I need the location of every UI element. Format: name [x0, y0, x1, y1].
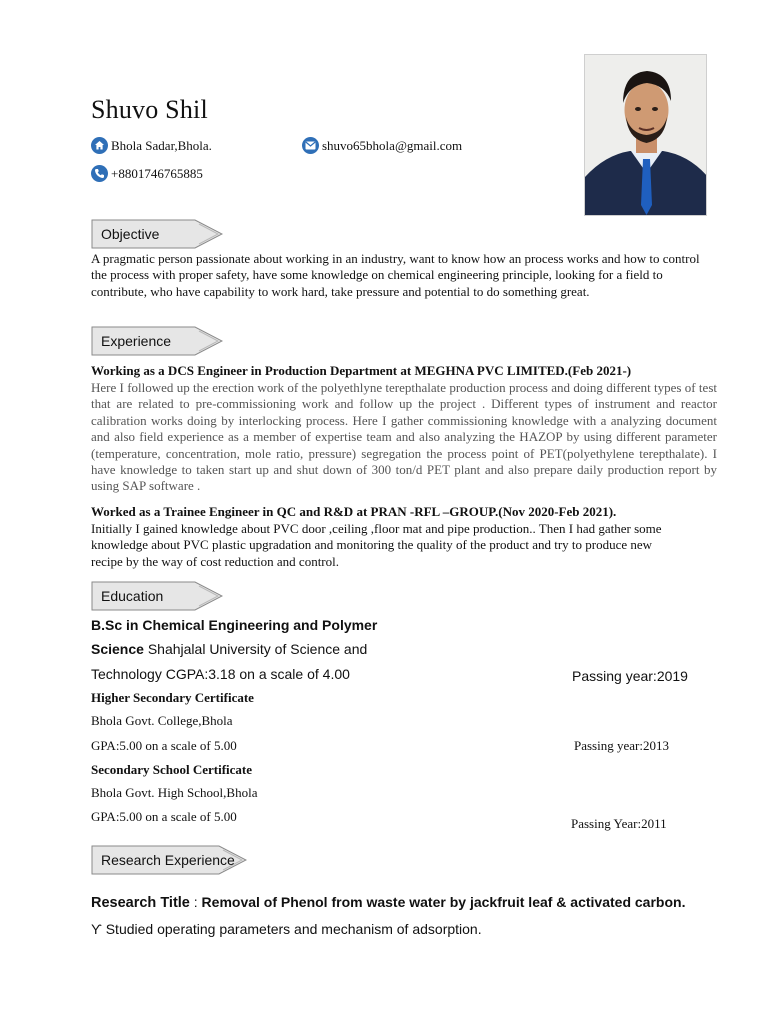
bsc-cgpa: Technology CGPA:3.18 on a scale of 4.00 — [91, 666, 350, 682]
home-icon — [91, 137, 108, 154]
experience-section-tag — [91, 326, 223, 356]
research-title — [91, 894, 685, 911]
bsc-university — [91, 641, 367, 657]
address — [91, 137, 212, 154]
hsc-passing-year: Passing year:2013 — [574, 738, 669, 753]
phone-text: +8801746765885 — [111, 165, 203, 181]
bsc-university-name: Shahjalal University of Science and — [143, 641, 368, 657]
job-title-meghna: Working as a DCS Engineer in Production Department at MEGHNA PVC LIMITED.(Feb 2021-) — [91, 363, 632, 378]
profile-photo — [584, 54, 707, 216]
ssc-passing-year: Passing Year:2011 — [571, 816, 667, 831]
bsc-passing-year: Passing year:2019 — [572, 668, 688, 684]
research-title-label: Research Title — [91, 895, 190, 911]
hsc-gpa: GPA:5.00 on a scale of 5.00 — [91, 738, 237, 753]
bsc-degree: B.Sc in Chemical Engineering and Polymer — [91, 617, 378, 633]
education-section-tag — [91, 581, 223, 611]
objective-heading: Objective — [101, 226, 160, 242]
ssc-title: Secondary School Certificate — [91, 762, 253, 777]
bsc-science-bold: Science — [91, 641, 144, 657]
email-text[interactable]: shuvo65bhola@gmail.com — [322, 137, 463, 153]
research-bullet-item — [91, 921, 482, 937]
bullet-symbol: ϒ — [91, 921, 102, 937]
phone-icon — [91, 165, 108, 182]
objective-text: A pragmatic person passionate about working in an industry, want to know how an process works and how to control the process with proper safety, have some knowledge on chemical engineering principle, looking for a field to contribute, who have capability to work hard, take pressure and potential to do something great. — [91, 251, 700, 299]
job-description-meghna: Here I followed up the erection work of the polyethlyne terepthalate production process and doing different types of test that are related to pre-commissioning work and follow up the project . Different types of instrument and reactor calibration works doing by interlocking process. Here I gather commissioning knowledge with a analyzing document and also field experience as a member of expertise team and also analyzing the HAZOP by using different parameter (temperature, concentration, mole ratio, pressure) segregation the process point of PET(polyethylene terepthalate). I have knowledge to taken start up and shut down of 300 ton/d PET plant and also prepare daily production report by using SAP software . — [91, 380, 717, 494]
address-text: Bhola Sadar,Bhola. — [111, 137, 212, 153]
research-title-separator: : — [189, 894, 202, 910]
research-heading: Research Experience — [101, 852, 235, 868]
objective-section-tag — [91, 219, 223, 249]
phone — [91, 165, 203, 182]
research-section-tag — [91, 845, 247, 875]
candidate-name: Shuvo Shil — [91, 95, 208, 124]
research-bullet-text: Studied operating parameters and mechanism of adsorption. — [101, 921, 482, 937]
hsc-title: Higher Secondary Certificate — [91, 690, 254, 705]
ssc-gpa: GPA:5.00 on a scale of 5.00 — [91, 809, 237, 824]
research-title-text: Removal of Phenol from waste water by jackfruit leaf & activated carbon. — [201, 894, 686, 910]
experience-heading: Experience — [101, 333, 172, 349]
email — [302, 137, 462, 154]
job-title-pran: Worked as a Trainee Engineer in QC and R&D at PRAN -RFL –GROUP.(Nov 2020-Feb 2021). — [91, 504, 617, 519]
education-heading: Education — [101, 588, 164, 604]
hsc-school: Bhola Govt. College,Bhola — [91, 713, 233, 728]
job-description-pran: Initially I gained knowledge about PVC door ,ceiling ,floor mat and pipe production.. Then I had gather some knowledge about PVC plastic upgradation and monitoring the quality of the product and try to produce new recipe by the way of cost reduction and control. — [91, 521, 662, 569]
ssc-school: Bhola Govt. High School,Bhola — [91, 785, 258, 800]
mail-icon — [302, 137, 319, 154]
